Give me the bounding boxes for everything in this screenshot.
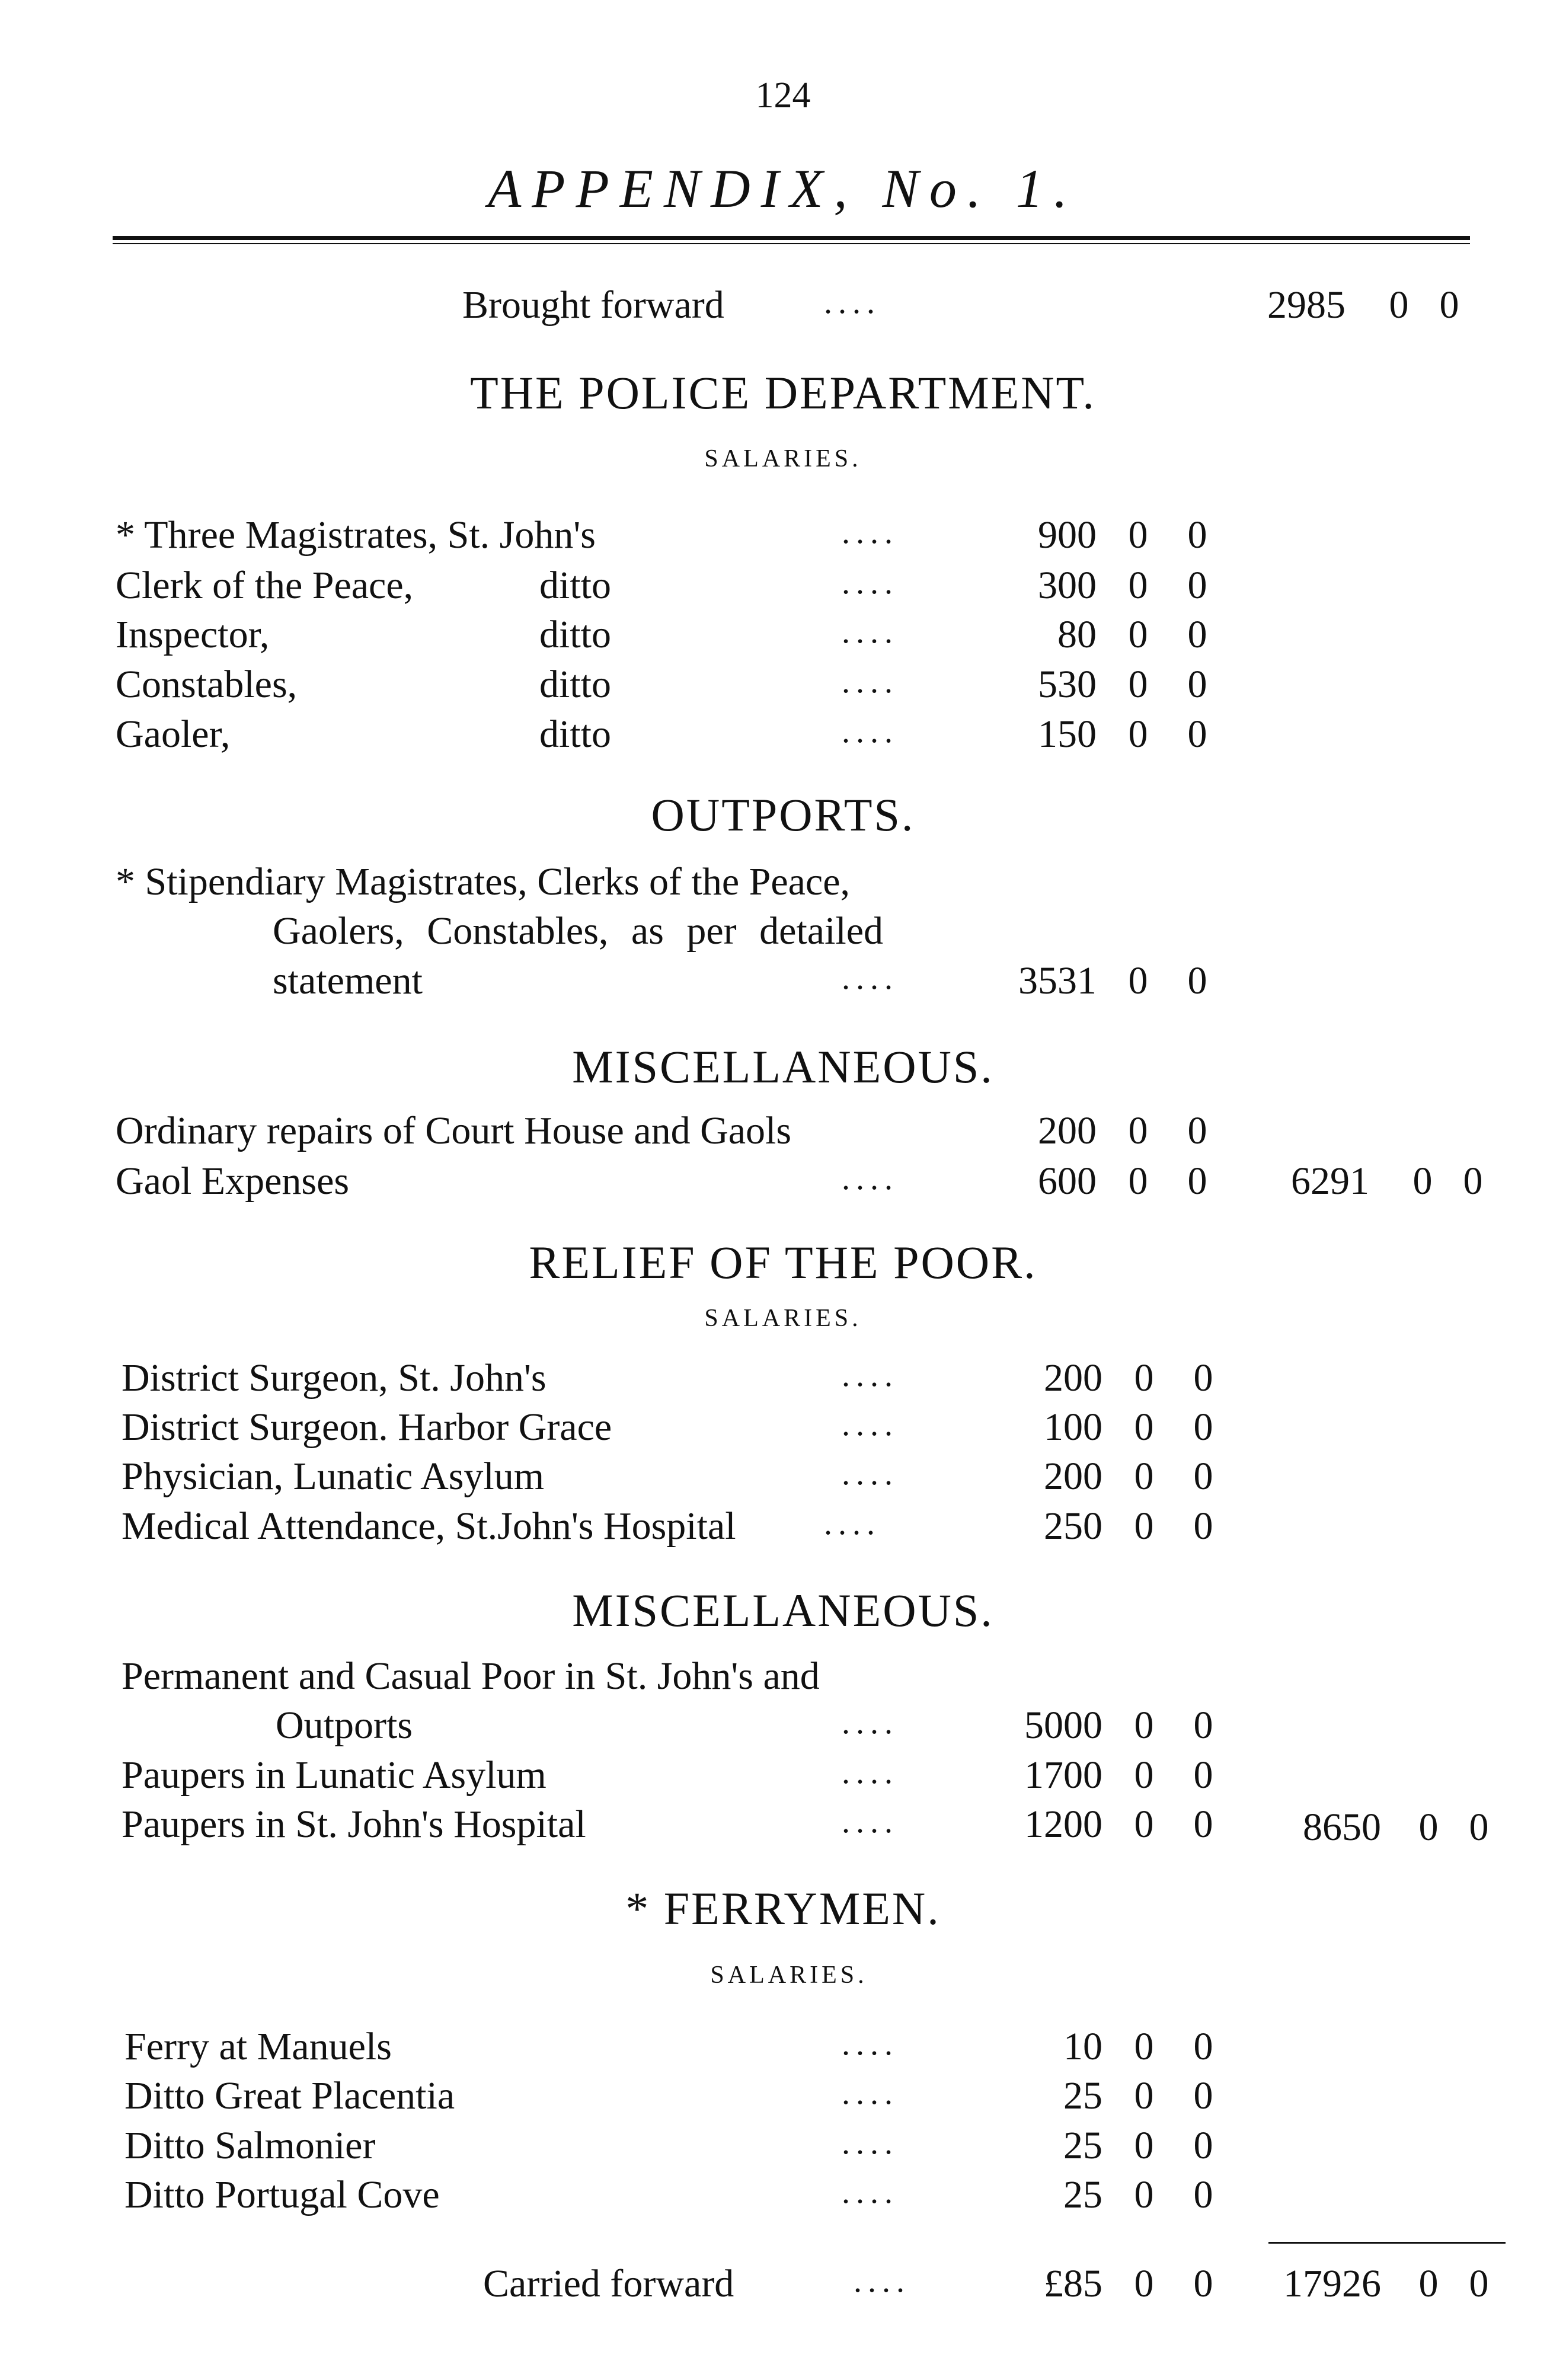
pence: 0 (1187, 513, 1207, 557)
row-item: Ditto Salmonier (124, 2124, 376, 2167)
row-place: ditto (539, 564, 612, 607)
dot-leader: .... (842, 663, 899, 700)
row-item: Ordinary repairs of Court House and Gaols (116, 1109, 792, 1152)
brought-forward-amount: 2985 (1267, 283, 1346, 327)
pence: 0 (1469, 2262, 1489, 2305)
shillings: 0 (1134, 2262, 1154, 2305)
shillings: 0 (1134, 1455, 1154, 1498)
header-thin-rule (113, 243, 1470, 244)
row-amount: 1200 (1024, 1803, 1102, 1846)
shillings: 0 (1418, 1806, 1439, 1849)
section-total: 8650 (1303, 1806, 1381, 1849)
row-amount: 600 (1038, 1159, 1097, 1203)
row-item: Gaol Expenses (116, 1159, 350, 1203)
dot-leader: .... (842, 2075, 899, 2111)
pence: 0 (1193, 1803, 1213, 1846)
section-heading-miscellaneous: MISCELLANEOUS. (572, 1584, 994, 1636)
pence: 0 (1187, 959, 1207, 1002)
dot-leader: .... (824, 1505, 881, 1542)
dot-leader: .... (842, 614, 899, 650)
misc2-line-1: Permanent and Casual Poor in St. John's and (122, 1654, 820, 1698)
row-amount: 530 (1038, 663, 1097, 706)
row-place: ditto (539, 663, 612, 706)
outports-line-2: Gaolers, Constables, as per detailed (273, 909, 884, 953)
dot-leader: .... (842, 2174, 899, 2210)
pence: 0 (1193, 1405, 1213, 1449)
total-rule (1268, 2242, 1506, 2244)
pence: 0 (1193, 1455, 1213, 1498)
section-heading-ferrymen: * FERRYMEN. (625, 1883, 941, 1934)
pence: 0 (1193, 2074, 1213, 2117)
row-item: Paupers in St. John's Hospital (122, 1803, 586, 1846)
row-amount: 150 (1038, 713, 1097, 756)
shillings: 0 (1128, 663, 1148, 706)
outports-line-1: * Stipendiary Magistrates, Clerks of the Peace, (116, 860, 851, 903)
row-amount: 200 (1044, 1356, 1102, 1400)
dot-leader: .... (842, 1406, 899, 1443)
row-place: ditto (539, 613, 612, 656)
shillings: 0 (1412, 1159, 1433, 1203)
page-number: 124 (755, 75, 811, 116)
dot-leader: .... (842, 2026, 899, 2062)
row-item: Paupers in Lunatic Asylum (122, 1753, 546, 1797)
row-item: Ditto Portugal Cove (124, 2173, 440, 2216)
shillings: 0 (1128, 713, 1148, 756)
shillings: 0 (1134, 1803, 1154, 1846)
shillings: 0 (1128, 613, 1148, 656)
shillings: 0 (1128, 564, 1148, 607)
row-item: District Surgeon, St. John's (122, 1356, 546, 1400)
row-item: Constables, (116, 663, 298, 706)
pence: 0 (1187, 613, 1207, 656)
dot-leader: .... (842, 1803, 899, 1840)
row-item: Clerk of the Peace, (116, 564, 414, 607)
row-amount: 5000 (1024, 1704, 1102, 1747)
row-amount: 25 (1063, 2124, 1102, 2167)
pence: 0 (1193, 1753, 1213, 1797)
subheading-salaries: SALARIES. (704, 445, 862, 472)
row-place: ditto (539, 713, 612, 756)
pence: 0 (1193, 2124, 1213, 2167)
pence: 0 (1193, 2173, 1213, 2216)
row-item: Physician, Lunatic Asylum (122, 1455, 545, 1498)
dot-leader: .... (842, 1754, 899, 1791)
dot-leader: .... (854, 2263, 910, 2299)
pence: 0 (1193, 2262, 1213, 2305)
pence: 0 (1193, 2025, 1213, 2068)
dot-leader: .... (842, 960, 899, 996)
row-item: Gaoler, (116, 713, 231, 756)
row-item: Ditto Great Placentia (124, 2074, 455, 2117)
row-amount: 25 (1063, 2074, 1102, 2117)
pence: 0 (1187, 1159, 1207, 1203)
row-amount: 25 (1063, 2173, 1102, 2216)
carried-forward-amount: £85 (1044, 2262, 1102, 2305)
shillings: 0 (1128, 513, 1148, 557)
dot-leader: .... (842, 1160, 899, 1197)
pence: 0 (1193, 1704, 1213, 1747)
shillings: 0 (1134, 1356, 1154, 1400)
pence: 0 (1193, 1356, 1213, 1400)
header-double-rule (113, 236, 1470, 240)
row-amount: 80 (1057, 613, 1097, 656)
carried-forward-total: 17926 (1283, 2262, 1381, 2305)
section-total: 6291 (1291, 1159, 1369, 1203)
section-heading-relief-of-the-poor: RELIEF OF THE POOR. (529, 1237, 1037, 1288)
row-item: District Surgeon. Harbor Grace (122, 1405, 612, 1449)
row-item: * Three Magistrates, St. John's (116, 513, 596, 557)
dot-leader: .... (842, 713, 899, 750)
row-item: Medical Attendance, St.John's Hospital (122, 1504, 736, 1548)
shillings: 0 (1418, 2262, 1439, 2305)
dot-leader: .... (842, 1455, 899, 1492)
row-amount: 1700 (1024, 1753, 1102, 1797)
row-amount: 300 (1038, 564, 1097, 607)
dot-leader: .... (842, 1704, 899, 1741)
shillings: 0 (1134, 2074, 1154, 2117)
shillings: 0 (1128, 1159, 1148, 1203)
row-amount: 100 (1044, 1405, 1102, 1449)
section-heading-police: THE POLICE DEPARTMENT. (470, 367, 1096, 419)
shillings: 0 (1134, 1753, 1154, 1797)
brought-forward-label: Brought forward (462, 283, 724, 327)
row-amount: 250 (1044, 1504, 1102, 1548)
row-amount: 900 (1038, 513, 1097, 557)
row-amount: 200 (1044, 1455, 1102, 1498)
outports-line-3: statement (273, 959, 423, 1002)
shillings: 0 (1134, 2124, 1154, 2167)
shillings: 0 (1128, 1109, 1148, 1152)
pence: 0 (1187, 564, 1207, 607)
shillings: 0 (1134, 2025, 1154, 2068)
shillings: 0 (1128, 959, 1148, 1002)
pence: 0 (1469, 1806, 1489, 1849)
shillings: 0 (1134, 1504, 1154, 1548)
subheading-salaries: SALARIES. (710, 1961, 868, 1989)
row-item: Ferry at Manuels (124, 2025, 392, 2068)
pence: 0 (1193, 1504, 1213, 1548)
dot-leader: .... (842, 1357, 899, 1394)
dot-leader: .... (842, 564, 899, 601)
shillings: 0 (1389, 283, 1409, 327)
dot-leader: .... (824, 284, 881, 321)
row-item: Inspector, (116, 613, 270, 656)
misc2-line-2: Outports (276, 1704, 413, 1747)
row-amount: 200 (1038, 1109, 1097, 1152)
shillings: 0 (1134, 1405, 1154, 1449)
row-amount: 10 (1063, 2025, 1102, 2068)
appendix-title: APPENDIX, No. 1. (488, 158, 1078, 219)
shillings: 0 (1134, 1704, 1154, 1747)
pence: 0 (1439, 283, 1459, 327)
pence: 0 (1187, 1109, 1207, 1152)
dot-leader: .... (842, 514, 899, 551)
carried-forward-label: Carried forward (483, 2262, 734, 2305)
pence: 0 (1187, 663, 1207, 706)
pence: 0 (1187, 713, 1207, 756)
outports-amount: 3531 (1018, 959, 1097, 1002)
pence: 0 (1463, 1159, 1483, 1203)
section-heading-miscellaneous: MISCELLANEOUS. (572, 1041, 994, 1092)
shillings: 0 (1134, 2173, 1154, 2216)
dot-leader: .... (842, 2125, 899, 2161)
section-heading-outports: OUTPORTS. (651, 789, 915, 841)
subheading-salaries: SALARIES. (704, 1305, 862, 1332)
